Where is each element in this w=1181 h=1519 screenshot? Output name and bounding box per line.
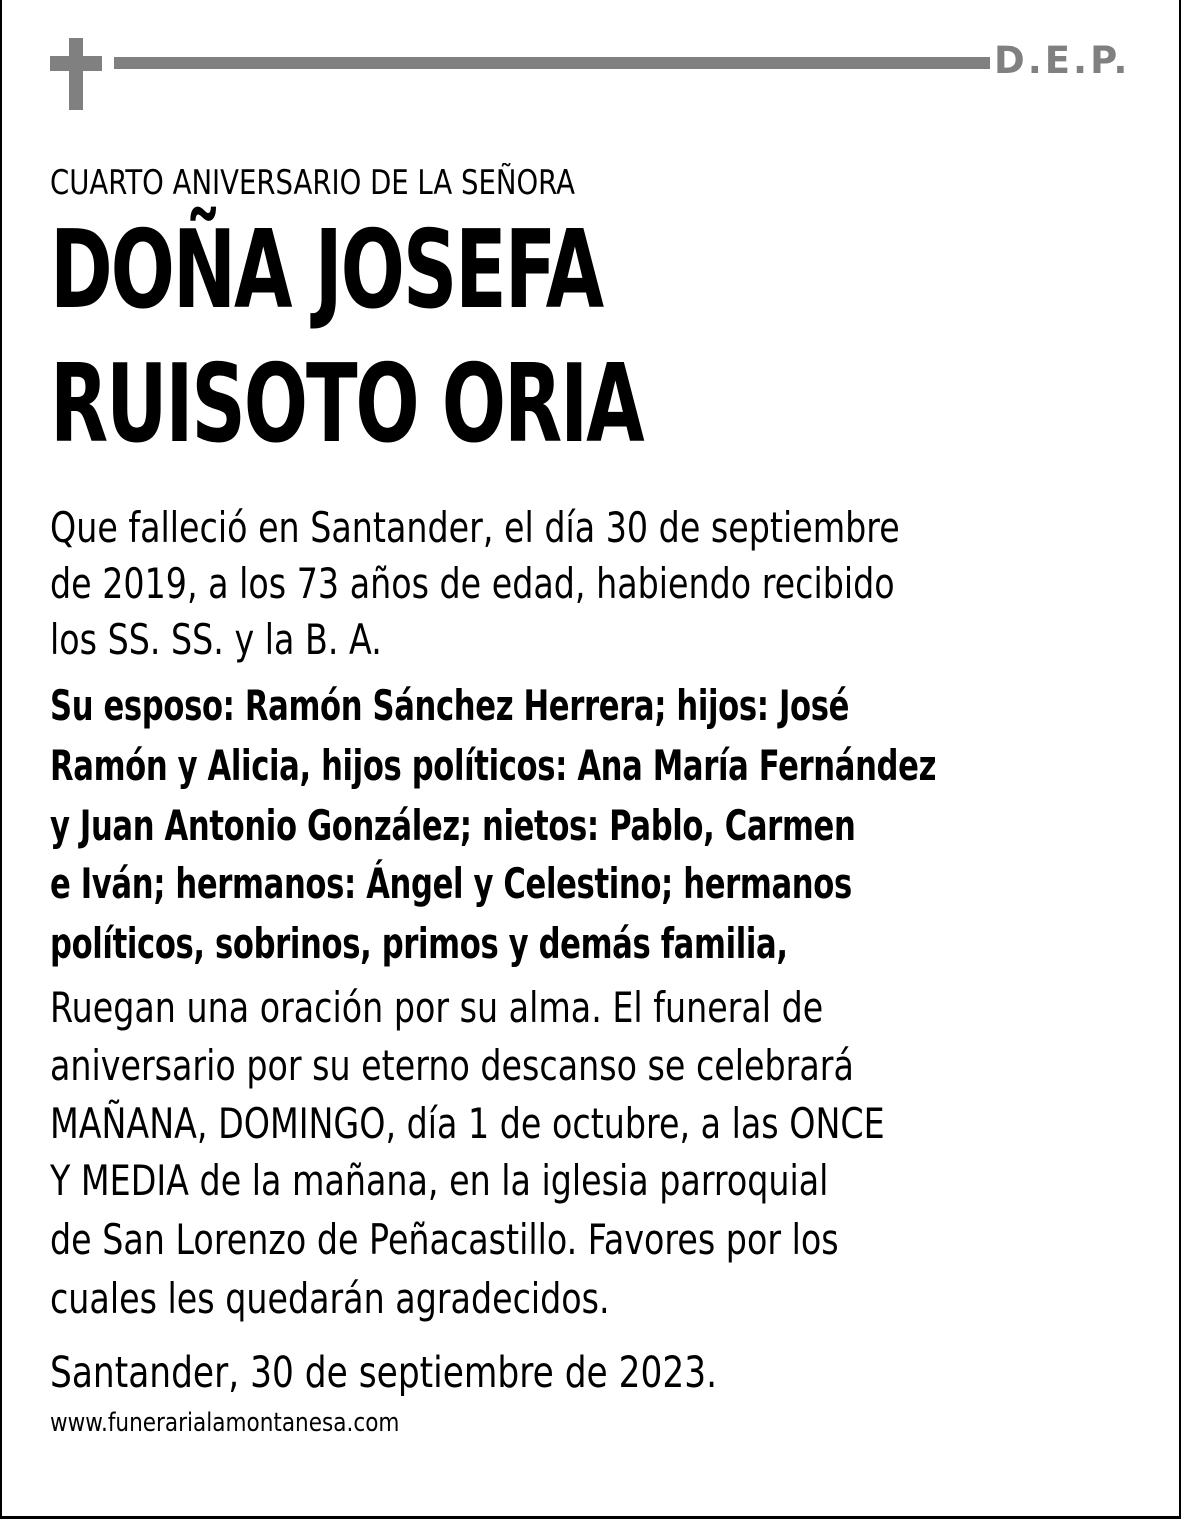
website-link: www.funerarialamontanesa.com (50, 1408, 400, 1438)
cross-icon (69, 38, 83, 110)
deceased-name-line-2: RUISOTO ORIA (50, 342, 643, 467)
death-paragraph-line: Que falleció en Santander, el día 30 de septiembre (50, 503, 900, 552)
header-rule (114, 57, 990, 69)
funeral-line: aniversario por su eterno descanso se celebrará (50, 1041, 854, 1090)
family-line: políticos, sobrinos, primos y demás familia, (50, 919, 788, 968)
funeral-line: Y MEDIA de la mañana, en la iglesia parroquial (50, 1156, 829, 1205)
family-line: Ramón y Alicia, hijos políticos: Ana María Fernández (50, 741, 937, 790)
cross-icon-arm (50, 56, 102, 71)
place-date: Santander, 30 de septiembre de 2023. (50, 1348, 718, 1398)
family-line: Su esposo: Ramón Sánchez Herrera; hijos: José (50, 681, 850, 730)
dep-label: D.E.P. (994, 39, 1131, 82)
funeral-line: de San Lorenzo de Peñacastillo. Favores por los (50, 1215, 839, 1264)
death-paragraph-line: de 2019, a los 73 años de edad, habiendo recibido (50, 559, 895, 608)
funeral-line: Ruegan una oración por su alma. El funeral de (50, 983, 824, 1032)
anniversary-line: CUARTO ANIVERSARIO DE LA SEÑORA (50, 163, 576, 203)
death-paragraph-line: los SS. SS. y la B. A. (50, 615, 382, 664)
funeral-line: cuales les quedarán agradecidos. (50, 1274, 610, 1323)
funeral-line: MAÑANA, DOMINGO, día 1 de octubre, a las ONCE (50, 1099, 885, 1148)
deceased-name-line-1: DOÑA JOSEFA (50, 208, 602, 333)
family-line: e Iván; hermanos: Ángel y Celestino; hermanos (50, 859, 852, 908)
family-line: y Juan Antonio González; nietos: Pablo, Carmen (50, 801, 856, 850)
